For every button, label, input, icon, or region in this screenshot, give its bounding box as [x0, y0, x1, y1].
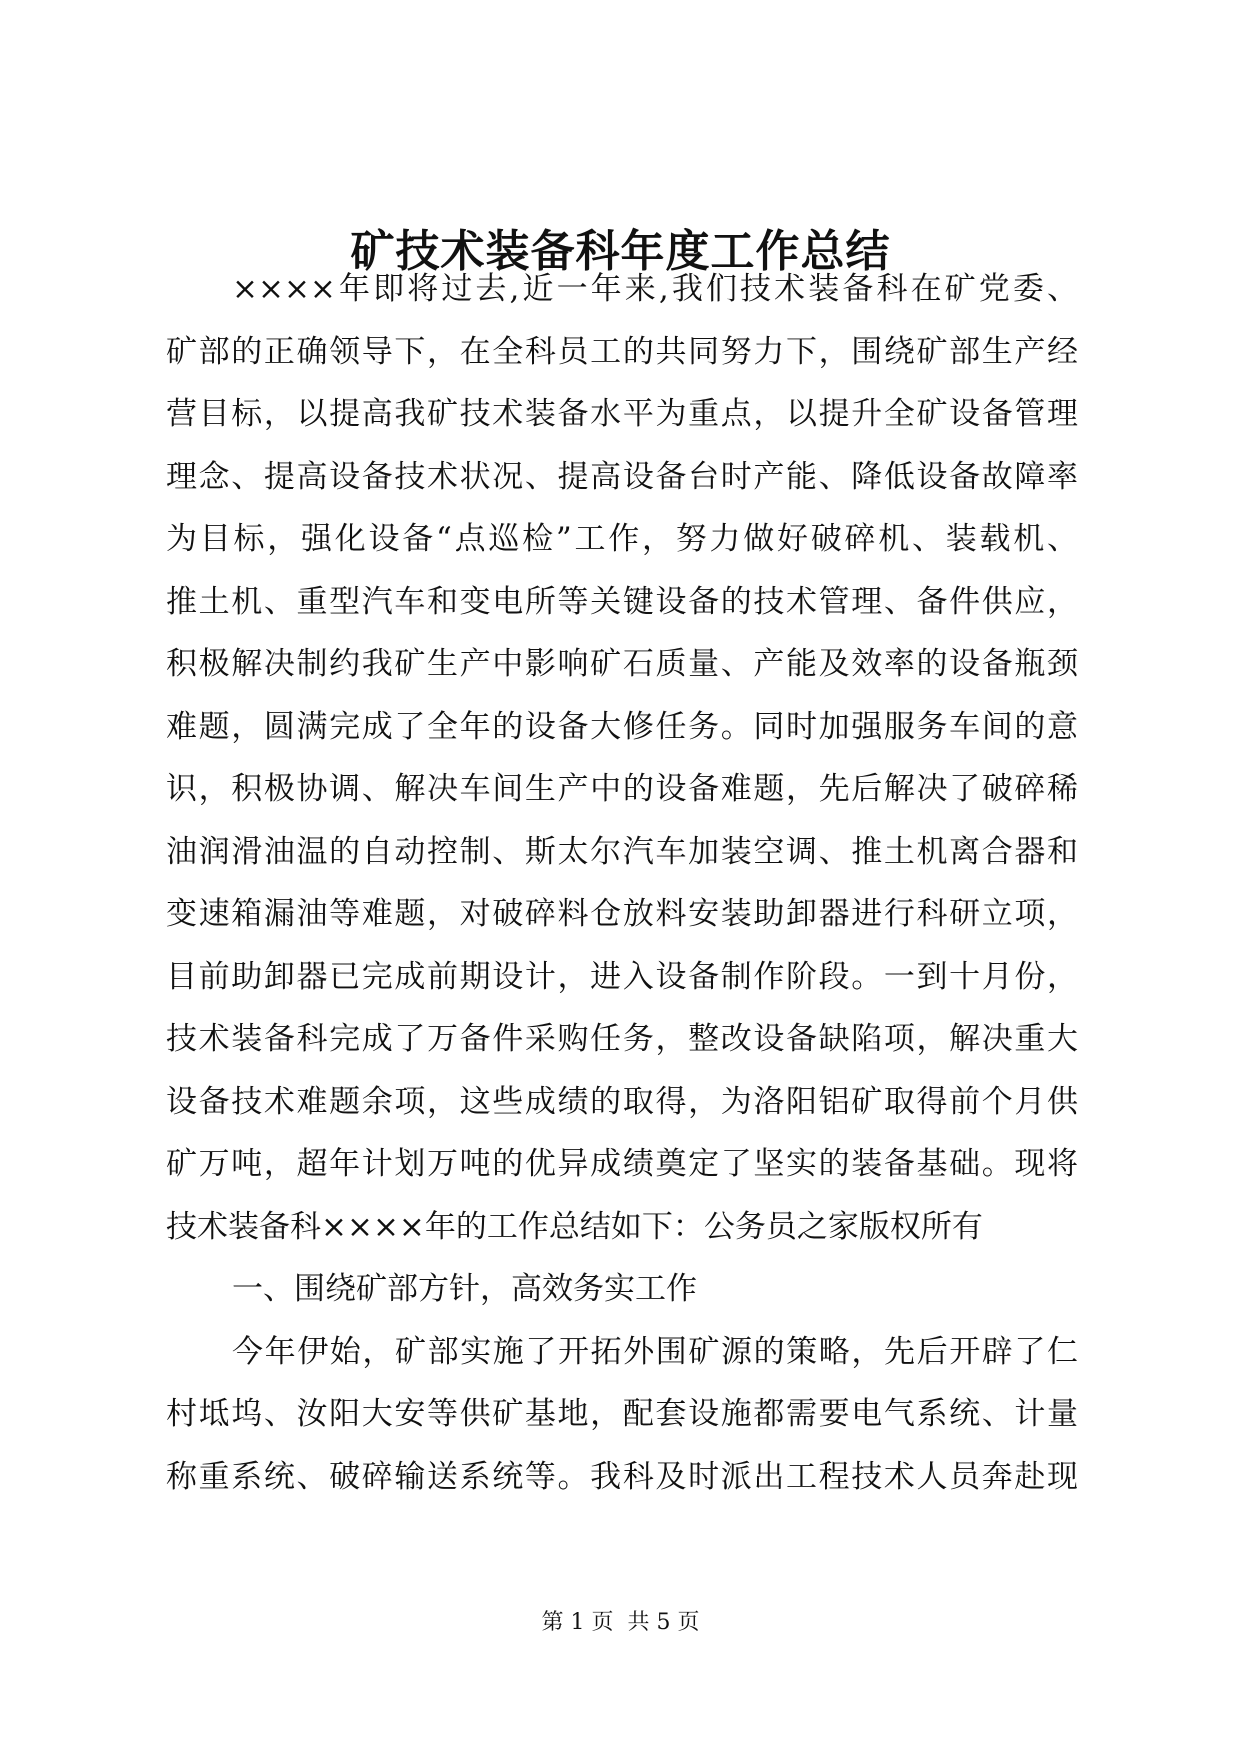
page-number-label: 第 1 页 共 5 页 — [541, 1610, 700, 1635]
paragraph-line: 识，积极协调、解决车间生产中的设备难题，先后解决了破碎稀 — [166, 771, 1078, 807]
paragraph-line: 矿部的正确领导下，在全科员工的共同努力下，围绕矿部生产经 — [166, 333, 1078, 370]
document-title: 矿技术装备科年度工作总结 — [350, 226, 891, 277]
paragraph-line: 设备技术难题余项，这些成绩的取得，为洛阳铝矿取得前个月供 — [166, 1083, 1078, 1120]
paragraph-line: 推土机、重型汽车和变电所等关键设备的技术管理、备件供应， — [166, 583, 1078, 620]
paragraph-line: 积极解决制约我矿生产中影响矿石质量、产能及效率的设备瓶颈 — [166, 646, 1078, 682]
page-footer — [0, 1608, 1241, 1638]
section-heading: 一、围绕矿部方针，高效务实工作 — [232, 1271, 697, 1307]
document-body — [166, 258, 1078, 1508]
paragraph-line: 为目标，强化设备“点巡检”工作，努力做好破碎机、装载机、 — [166, 521, 1078, 557]
paragraph-line: 油润滑油温的自动控制、斯太尔汽车加装空调、推土机离合器和 — [166, 833, 1078, 870]
paragraph-line: 技术装备科××××年的工作总结如下：公务员之家版权所有 — [166, 1208, 983, 1245]
paragraph-line: 称重系统、破碎输送系统等。我科及时派出工程技术人员奔赴现 — [166, 1458, 1078, 1495]
paragraph-line: 技术装备科完成了万备件采购任务，整改设备缺陷项，解决重大 — [166, 1021, 1078, 1057]
paragraph-line: 理念、提高设备技术状况、提高设备台时产能、降低设备故障率 — [166, 458, 1078, 495]
paragraph-line: 难题，圆满完成了全年的设备大修任务。同时加强服务车间的意 — [166, 708, 1078, 745]
paragraph-line: 营目标，以提高我矿技术装备水平为重点，以提升全矿设备管理 — [166, 396, 1078, 432]
paragraph-line: 变速箱漏油等难题，对破碎料仓放料安装助卸器进行科研立项， — [166, 896, 1078, 932]
paragraph-line: ××××年即将过去,近一年来,我们技术装备科在矿党委、 — [232, 271, 1078, 307]
paragraph-line: 目前助卸器已完成前期设计，进入设备制作阶段。一到十月份， — [166, 958, 1078, 995]
paragraph-line: 矿万吨，超年计划万吨的优异成绩奠定了坚实的装备基础。现将 — [166, 1146, 1078, 1182]
paragraph-line: 今年伊始，矿部实施了开拓外围矿源的策略，先后开辟了仁 — [232, 1333, 1078, 1370]
paragraph-line: 村坻坞、汝阳大安等供矿基地，配套设施都需要电气系统、计量 — [166, 1396, 1078, 1432]
